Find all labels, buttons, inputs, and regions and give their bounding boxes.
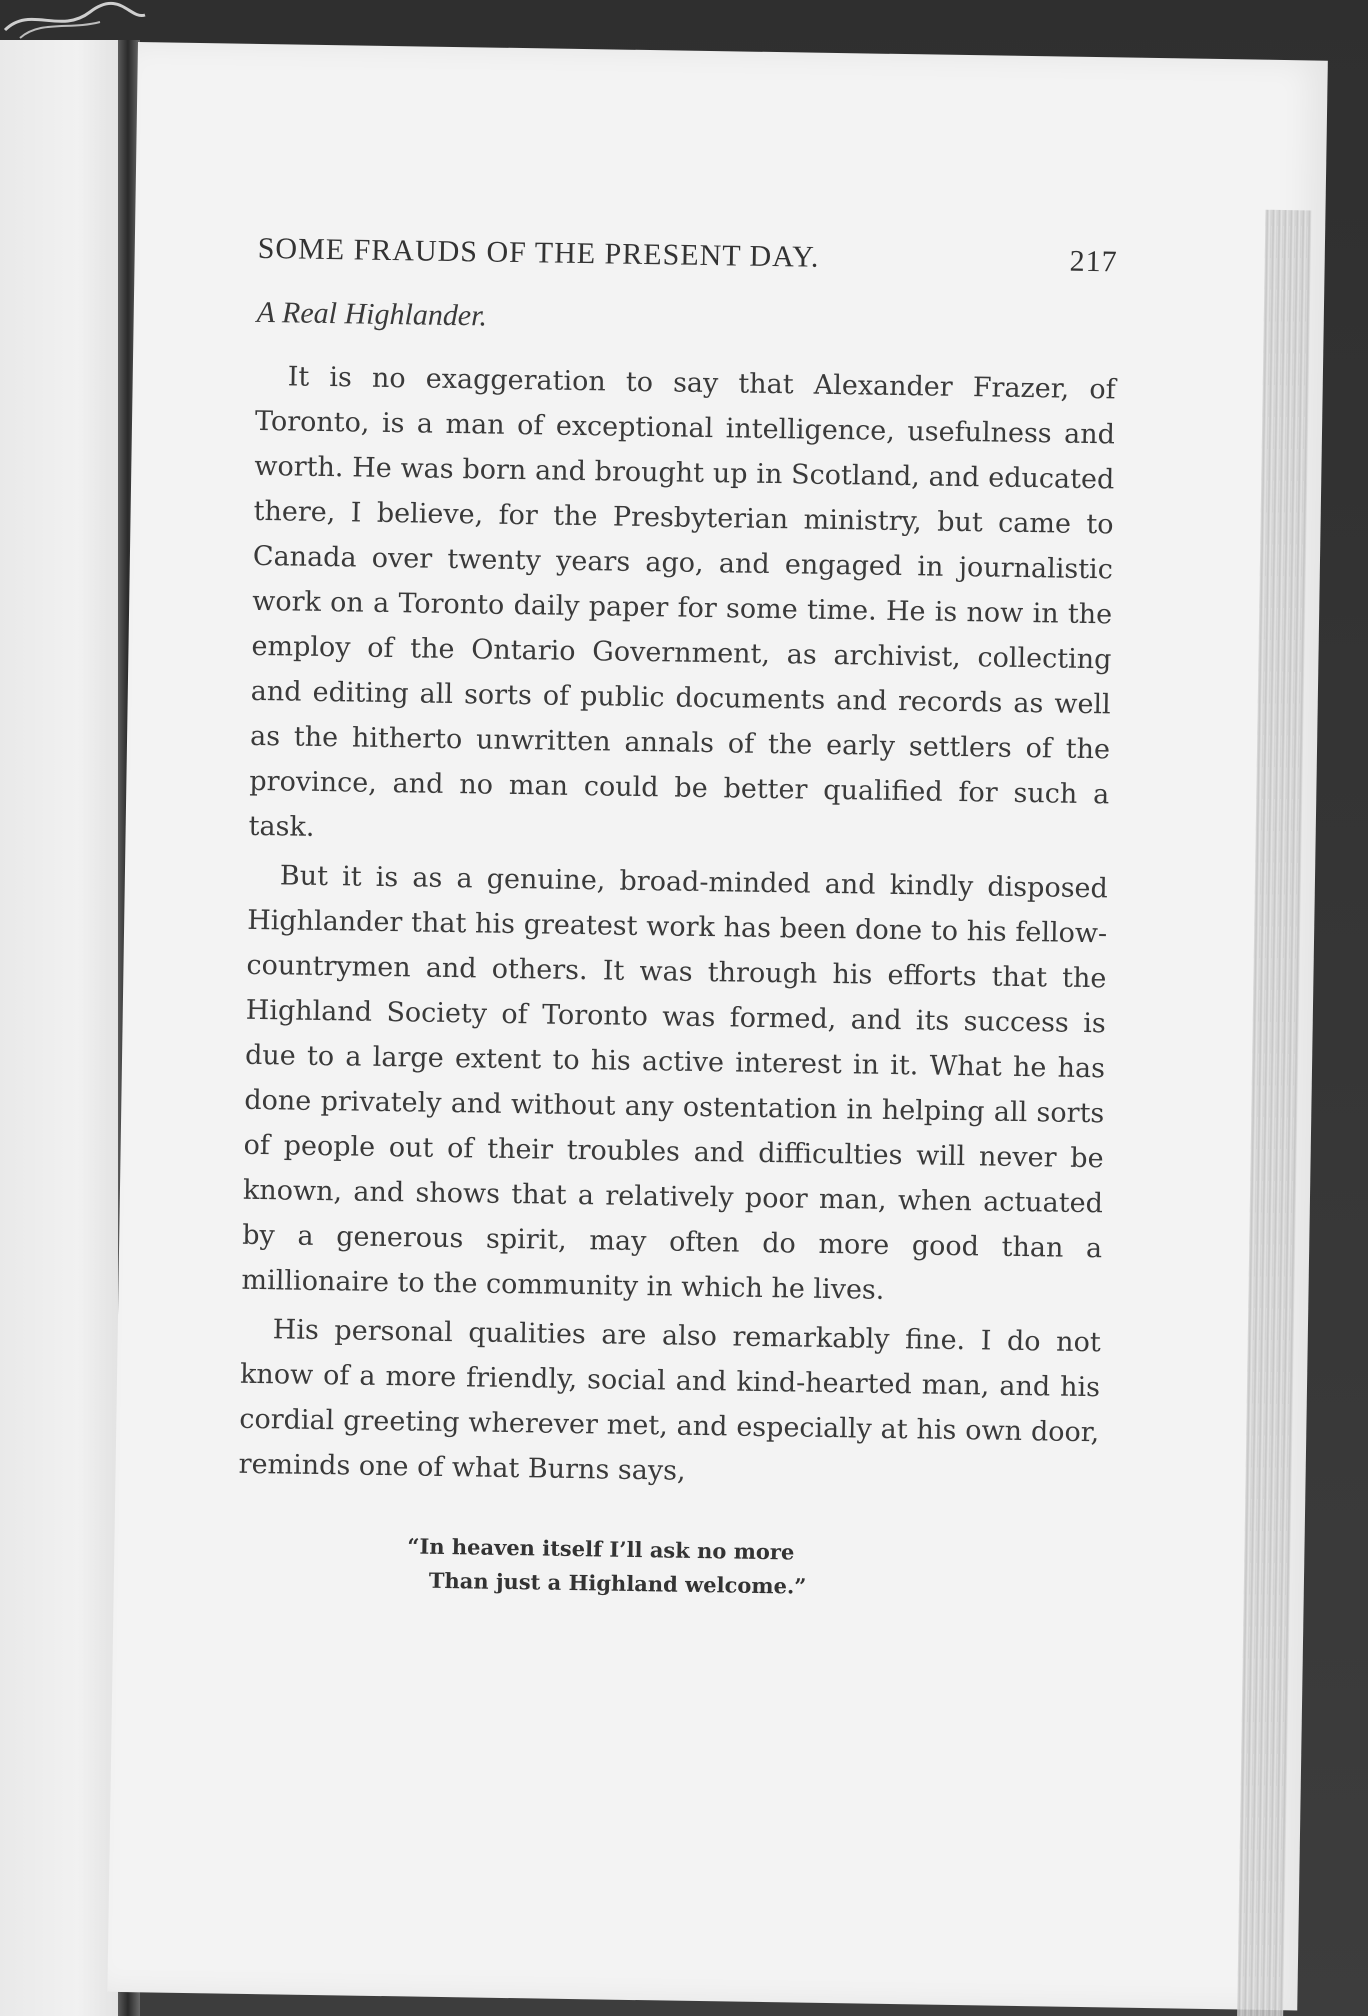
left-page <box>0 40 130 2016</box>
running-head <box>257 232 1117 280</box>
section-title: A Real Highlander. <box>256 295 488 333</box>
page-edges <box>1236 210 1311 2016</box>
quote-line-2: Than just a Highland welcome.” <box>428 1567 807 1599</box>
block-quote <box>407 1529 1098 1608</box>
page-content <box>237 232 1118 1608</box>
page-number: 217 <box>1069 244 1118 279</box>
paragraph-2: But it is as a genuine, broad-minded and kindly disposed Highlander that his greatest work has been done to his fellow-countrymen and others. It was through his efforts that the Highland Society of Toronto was formed, and its success is due to a large extent to his active interest in it. What he has done privately and without any ostentation in helping all sorts of people out of their troubles and difficulties will never be known, and shows that a relatively poor man, when actuated by a generous spirit, may often do more good than a millionaire to the community in which he lives. <box>241 860 1109 1306</box>
running-head-title: SOME FRAUDS OF THE PRESENT DAY. <box>257 231 820 274</box>
book-page <box>107 42 1327 2010</box>
quote-line-1: “In heaven itself I’ll ask no more <box>407 1533 795 1565</box>
paragraph-1: It is no exaggeration to say that Alexander Frazer, of Toronto, is a man of exceptional intelligence, usefulness and worth. He was born and brought up in Scotland, and educated there, I believe, for the Presbyterian ministry, but came to Canada over twenty years ago, and engaged in journalistic work on a Toronto daily paper for some time. He is now in the employ of the Ontario Government, as archivist, collecting and editing all sorts of public documents and records as well as the hitherto unwritten annals of the early settlers of the province, and no man could be better qualified for such a task. <box>248 361 1116 843</box>
paragraph-3: His personal qualities are also remarkably fine. I do not know of a more friendly, social and kind-hearted man, and his cordial greeting wherever met, and especially at his own door, reminds one of what Burns says, <box>238 1314 1101 1487</box>
thread-decoration <box>0 0 150 40</box>
